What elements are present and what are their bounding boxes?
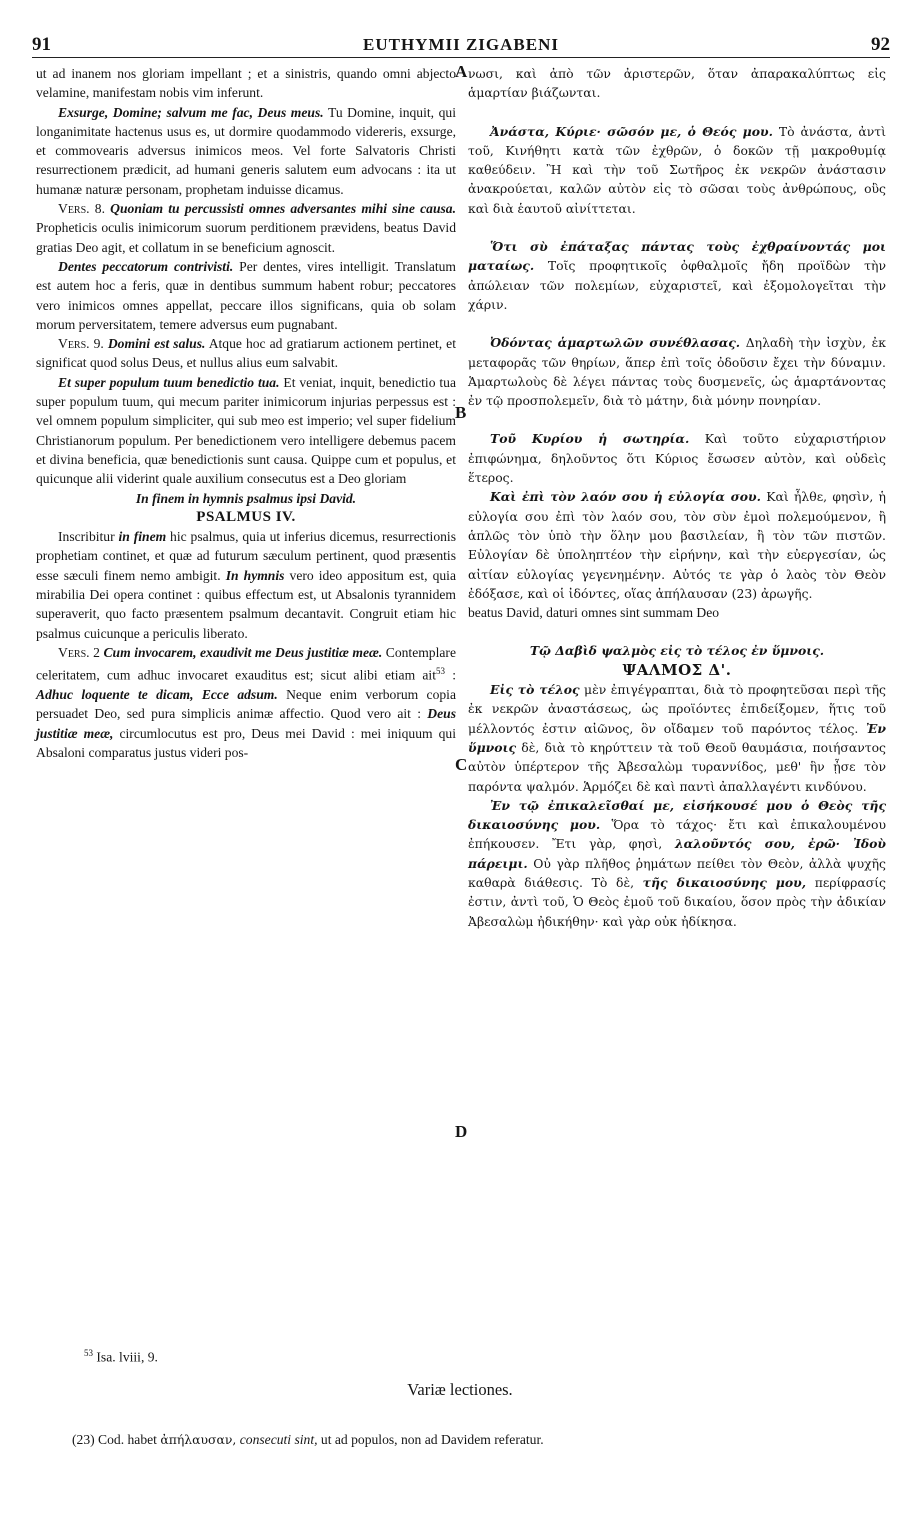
greek-paragraph: Ὅτι σὺ ἐπάταξας πάντας τοὺς ἐχθραίνοντάς μοι ματαίως. Τοῖς προφητικοῖς ὀφθαλμοῖς ἤδη προϊδὼν τὴν ἀπώλειαν τῶν πολεμίων, εὐχαριστεῖ, καὶ ἐξομολογεῖται τὴν χάριν. <box>468 239 886 312</box>
page-number-right: 92 <box>871 34 890 55</box>
commentary-text: Atque hoc ad gratiarum actionem pertinet, et significat quod solus Deus, et nullus alius eum salvabit. <box>36 336 456 371</box>
verse-number: Vers. 2 <box>58 644 100 660</box>
margin-marker-d: D <box>455 1122 468 1141</box>
commentary-text: Propheticis oculis inimicorum suorum perditionem prævidens, beatus David gratias Deo agit, et collatum in se beneficium agnoscit. <box>36 220 456 255</box>
latin-paragraph <box>36 257 456 334</box>
verse-lemma: Τοῦ Κυρίου ἡ σωτηρία. <box>490 431 690 447</box>
greek-paragraph: νωσι, καὶ ἀπὸ τῶν ἀριστερῶν, ὅταν ἀπαρακαλύπτως εἰς ἁμαρτίαν βιάζωνται. <box>468 66 886 101</box>
footnote-number: 53 <box>84 1348 93 1358</box>
commentary-text: Et veniat, inquit, benedictio tua super populum tuum, qui mecum pariter inimicorum injurias perpessus est : vel omnem populum simpliciter, qui sub meo est imperio; vel super fidelium Christianorum populum. Per benedictionem vero intelligere debemus pacem et divina beneficia, quæ benedictionis sunt causa. Quippe cum et populus, et quicunque alii viderint quale auxilium consecutus est a Deo gloriam <box>36 374 456 487</box>
running-title: EUTHYMII ZIGABENI <box>362 35 559 54</box>
verse-lemma: Exsurge, Domine; salvum me fac, Deus meus. <box>58 104 324 120</box>
greek-paragraph: Τοῦ Κυρίου ἡ σωτηρία. Καὶ τοῦτο εὐχαριστήριον ἐπιφώνημα, δηλοῦντος ὅτι Κύριος ἔσωσεν αὐτὸν, καὶ οὐδεὶς ἕτερος. <box>468 431 886 486</box>
variae-lectiones-title: Variæ lectiones. <box>407 1380 513 1399</box>
margin-marker-a: A <box>455 62 468 81</box>
verse-lemma: Quoniam tu percussisti omnes adversantes mihi sine causa. <box>104 201 456 217</box>
verse-lemma: Ὀδόντας ἁμαρτωλῶν συνέθλασας. <box>490 335 741 351</box>
psalm-subtitle: In finem in hymnis psalmus ipsi David. <box>135 490 357 506</box>
latin-continuation: beatus David, daturi omnes sint summam Deo <box>468 605 720 621</box>
footnote <box>84 1348 158 1366</box>
latin-paragraph <box>36 334 456 373</box>
latin-column <box>36 64 456 762</box>
verse-number: Vers. 9. <box>58 336 104 352</box>
psalm-title: PSALMUS IV. <box>196 508 296 525</box>
greek-paragraph: Ὀδόντας ἁμαρτωλῶν συνέθλασας. Δηλαδὴ τὴν ἰσχὺν, ἐκ μεταφορᾶς τῶν θηρίων, ἅπερ ἐπὶ τοῖς ὀδοῦσιν ἔχει τὴν δύναμιν. Ἁμαρτωλοὺς δὲ λέγει πάντας τοὺς δυσμενεῖς, ὡς ἁμαρτάνοντας ἐν τῷ προσπολεμεῖν, διὰ τὸ μάτην, διὰ μόνην πονηρίαν. <box>468 335 887 409</box>
note-number: (23) <box>72 1432 95 1447</box>
variae-lectiones-note: (23) Cod. habet ἀπήλαυσαν, consecuti sint, ut ad populos, non ad Davidem referatur. <box>72 1432 544 1447</box>
verse-lemma: Et super populum tuum benedictio tua. <box>58 374 280 390</box>
verse-lemma: Domini est salus. <box>103 336 206 352</box>
latin-paragraph <box>36 373 456 489</box>
page-number-left: 91 <box>32 34 51 55</box>
greek-paragraph: Εἰς τὸ τέλος μὲν ἐπιγέγραπται, διὰ τὸ προφητεῦσαι περὶ τῆς ἐκ νεκρῶν ἀναστάσεως, ὡς προϊόντες ἐπιδείξομεν, ἥτις τοῦ μέλλοντός ἐστιν αἰῶνος, ὃν οἴδαμεν τοῦ παρόντος τέλος. Ἐν ὕμνοις δὲ, διὰ τὸ κηρύττειν τὰ τοῦ Θεοῦ θαυμάσια, ποιήσαντος αὐτὸν ὑπέρτερον τῆς Ἀβεσαλὼμ τυραννίδος, μεθ' ἣν ᾖσε τὸν παρόντα ψαλμόν. Ἁρμόζει δὲ καὶ παντὶ ἀπαλλαγέντι κινδύνου. <box>468 682 886 794</box>
footnote-ref: 53 <box>435 666 445 677</box>
footnote-text: Isa. lviii, 9. <box>93 1349 158 1365</box>
latin-paragraph: ut ad inanem nos gloriam impellant ; et a sinistris, quando omni abjecto velamine, manifestam nobis vim inferunt. <box>36 66 456 101</box>
latin-paragraph: Vers. 2 Cum invocarem, exaudivit me Deus justitiæ meæ. Contemplare celeritatem, cum adhuc invocaret exauditus est; sicut alibi etiam ait$^{53}$ : Adhuc loquente te dicam, Ecce adsum. Neque enim verborum copia persuadet Deo, sed pura simplicis animæ affectio. Quod vero ait : Deus justitiæ meæ, circumlocutus est pro, Deus mei David : mei iniquum qui Absaloni comparatus justus videri pos- <box>36 644 456 760</box>
commentary-text: Tu Domine, inquit, qui longanimitate hactenus usus es, ut dormire quodammodo videreris, exsurge, et commovearis adversus inimicos meos. Vel forte Salvatoris Christi resurrectionem prædicit, ad humani generis salutem eum advocans : ita ut humanæ naturæ personam, prophetam induisse dicamus. <box>36 104 456 197</box>
psalm-title: ΨΑΛΜΟΣ Δ'. <box>622 660 732 679</box>
verse-lemma: Ἐν τῷ ἐπικαλεῖσθαί με, εἰσήκουσέ μου ὁ Θεὸς τῆς δικαιοσύνης μου. <box>468 797 886 833</box>
greek-column <box>468 64 886 931</box>
header-rule <box>32 57 890 58</box>
greek-paragraph: Ἐν τῷ ἐπικαλεῖσθαί με, εἰσήκουσέ μου ὁ Θεὸς τῆς δικαιοσύνης μου. Ὅρα τὸ τάχος· ἔτι καὶ ἐπικαλουμένου ἐπήκουσεν. Ἔτι γὰρ, φησὶ, λαλοῦντός σου, ἐρῶ· Ἰδοὺ πάρειμι. Οὐ γὰρ πλῆθος ῥημάτων πείθει τὸν Θεὸν, ἀλλὰ ψυχῆς καθαρὰ διάθεσις. Τὸ δὲ, τῆς δικαιοσύνης μου, περίφρασίς ἐστιν, ἀντὶ τοῦ, Ὁ Θεὸς ἐμοῦ τοῦ δικαίου, ὅσον πρὸς τὴν ἀδικίαν Ἀβεσαλὼμ ἠδικήθην· καὶ γὰρ οὐκ ἠδίκησα. <box>468 797 886 929</box>
greek-paragraph: Καὶ ἐπὶ τὸν λαόν σου ἡ εὐλογία σου. Καὶ ἦλθε, φησὶν, ἡ εὐλογία σου ἐπὶ τὸν λαόν σου, τὸν σὺν ἐμοὶ πολεμούμενον, ἢ ἁπλῶς τὸν ὑπὸ τὴν ὅλην μου βασιλείαν, ἢ τὸν τῶν πιστῶν. Εὐλογίαν δὲ ὑποληπτέον τὴν εἰρήνην, καὶ τὴν εὐεργεσίαν, ὡς αἰτίαν εὐλογίας γεγενημένην. Αὐτός τε γὰρ ὁ λαὸς τὸν Θεὸν ἐδόξασε, καὶ οἱ ἰδόντες, οἵας ἀπήλαυσαν (23) ἀρωγῆς. <box>468 489 886 601</box>
margin-marker-c: C <box>455 755 468 774</box>
verse-number: Vers. 8. <box>58 201 105 217</box>
verse-lemma: Dentes peccatorum contrivisti. <box>58 258 234 274</box>
verse-lemma: Ἀνάστα, Κύριε· σῶσόν με, ὁ Θεός μου. <box>490 123 773 139</box>
greek-paragraph: Ἀνάστα, Κύριε· σῶσόν με, ὁ Θεός μου. Τὸ ἀνάστα, ἀντὶ τοῦ, Κινήθητι κατὰ τῶν ἐχθρῶν, ὁ δοκῶν τῇ μακροθυμίᾳ καθεύδειν. Ἢ καὶ τὴν τοῦ Σωτῆρος ἐκ νεκρῶν ἀνάστασιν ἀνακρούεται, καλῶν αὐτὸν εἰς τὸ σῶσαι τοὺς ἀνθρώπους, οὓς καὶ διὰ ἑαυτοῦ αἰνίττεται. <box>468 123 886 216</box>
commentary-text: Per dentes, vires intelligit. Translatum est autem hoc a feris, quæ in dentibus summum habent robur; peccatores vero inimicos omnes appellat, peccare illos significans, quia ob solam morum perversitatem, temere adversus eum pugnabant. <box>36 258 456 332</box>
verse-lemma: Καὶ ἐπὶ τὸν λαόν σου ἡ εὐλογία σου. <box>490 489 761 505</box>
greek-variant: ἀπήλαυσαν, <box>160 1432 237 1447</box>
latin-paragraph <box>36 103 456 199</box>
margin-marker-b: B <box>455 403 467 422</box>
latin-paragraph <box>36 199 456 257</box>
verse-lemma: Cum invocarem, exaudivit me Deus justitiæ meæ. <box>99 644 383 660</box>
psalm-subtitle: Τῷ Δαβὶδ ψαλμὸς εἰς τὸ τέλος ἐν ὕμνοις. <box>529 643 825 659</box>
running-header <box>32 34 890 56</box>
verse-lemma: Ὅτι σὺ ἐπάταξας πάντας τοὺς ἐχθραίνοντάς μοι ματαίως. <box>468 239 886 274</box>
latin-paragraph: Inscribitur in finem hic psalmus, quia ut inferius dicemus, resurrectionis prophetiam continet, et quæ ad futurum sæculum pertinent, quod præsentis esse sæculi finem nemo ambigit. In hymnis vero ideo appositum est, quia mirabilia Dei opera continet : quibus effectum est, ut Absalonis tyrannidem superaverit, quo facto præsentem psalmum decantavit. Congruit etiam hic psalmus cuicunque a periculis liberato. <box>36 529 456 641</box>
